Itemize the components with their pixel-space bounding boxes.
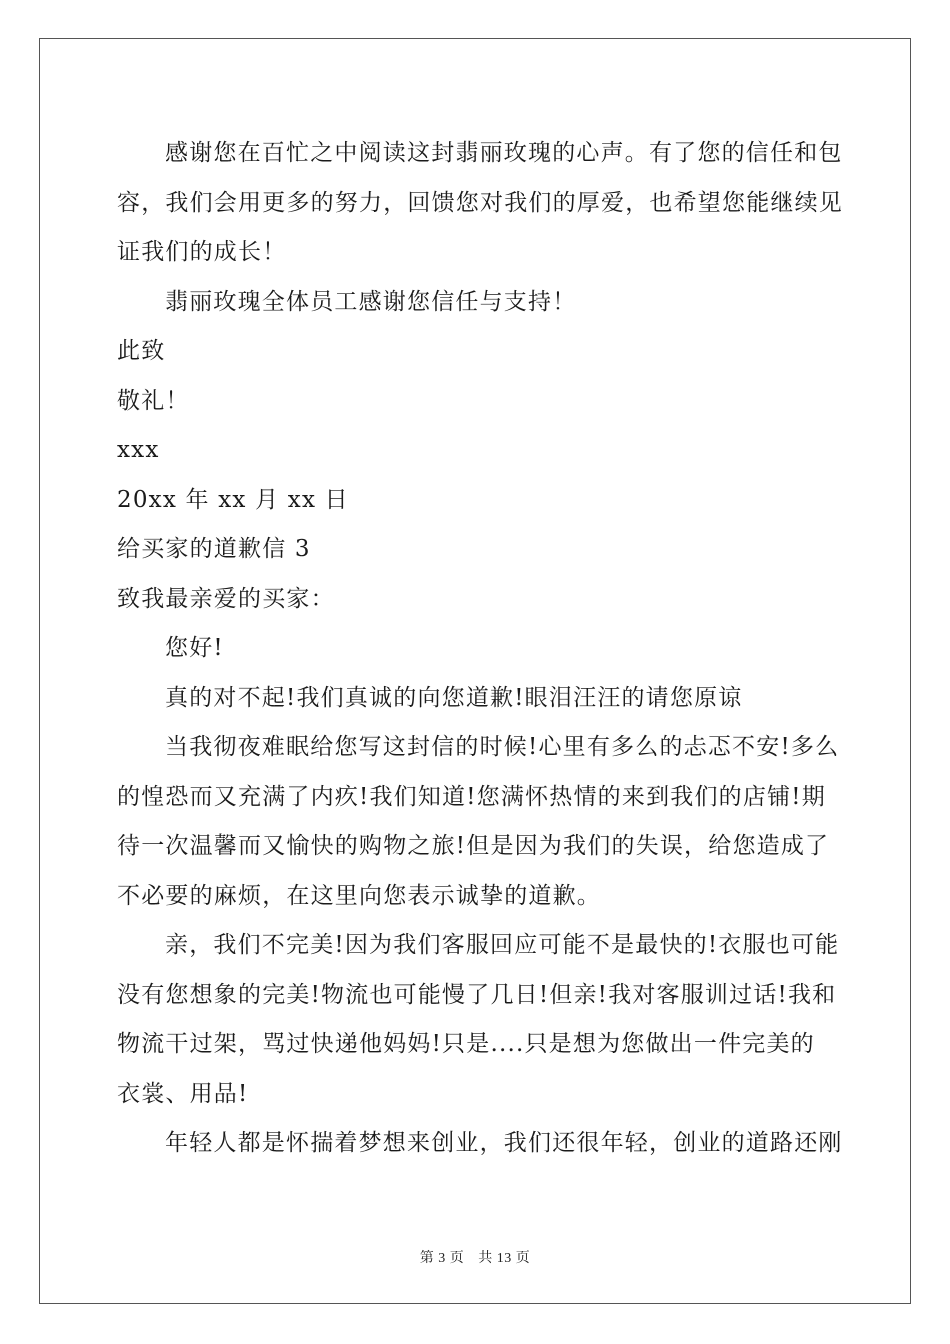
closing-line-2: 敬礼！	[117, 387, 190, 414]
apology-paragraph-2-line-2: 的惶恐而又充满了内疚!我们知道!您满怀热情的来到我们的店铺!期	[117, 783, 826, 810]
paragraph-thanks-line-2: 容，我们会用更多的努力，回馈您对我们的厚爱，也希望您能继续见	[117, 189, 843, 216]
apology-paragraph-3-line-1: 亲，我们不完美!因为我们客服回应可能不是最快的!衣服也可能	[165, 932, 840, 958]
page-footer	[0, 1247, 950, 1267]
salutation-line: 致我最亲爱的买家：	[117, 585, 335, 612]
page-total-label: 共 13 页	[478, 1251, 531, 1266]
paragraph-thanks-line-1: 感谢您在百忙之中阅读这封翡丽玫瑰的心声。有了您的信任和包	[165, 140, 843, 166]
date-line: 20xx 年 xx 月 xx 日	[117, 486, 349, 513]
apology-line-1: 真的对不起!我们真诚的向您道歉!眼泪汪汪的请您原谅	[165, 684, 743, 711]
page-number-label: 第 3 页	[419, 1251, 465, 1266]
apology-paragraph-3-line-2: 没有您想象的完美!物流也可能慢了几日!但亲!我对客服训过话!我和	[117, 981, 837, 1008]
apology-paragraph-2-line-1: 当我彻夜难眠给您写这封信的时候!心里有多么的忐忑不安!多么	[165, 734, 840, 760]
apology-paragraph-2-line-4: 不必要的麻烦，在这里向您表示诚挚的道歉。	[117, 882, 601, 909]
letter-title: 给买家的道歉信 3	[117, 536, 311, 562]
apology-paragraph-2-line-3: 待一次温馨而又愉快的购物之旅!但是因为我们的失误，给您造成了	[117, 833, 830, 859]
apology-paragraph-3-line-4: 衣裳、用品!	[117, 1080, 249, 1107]
apology-paragraph-3-line-3: 物流干过架，骂过快递他妈妈!只是....只是想为您做出一件完美的	[117, 1031, 815, 1057]
greeting-line: 您好!	[165, 635, 224, 661]
closing-line-1: 此致	[117, 338, 166, 364]
staff-thanks-line: 翡丽玫瑰全体员工感谢您信任与支持！	[165, 288, 577, 315]
apology-paragraph-4-line-1: 年轻人都是怀揣着梦想来创业，我们还很年轻，创业的道路还刚	[165, 1130, 843, 1156]
document-body	[117, 129, 843, 1169]
signature-line: xxx	[117, 437, 160, 463]
paragraph-thanks-line-3: 证我们的成长！	[117, 239, 287, 265]
